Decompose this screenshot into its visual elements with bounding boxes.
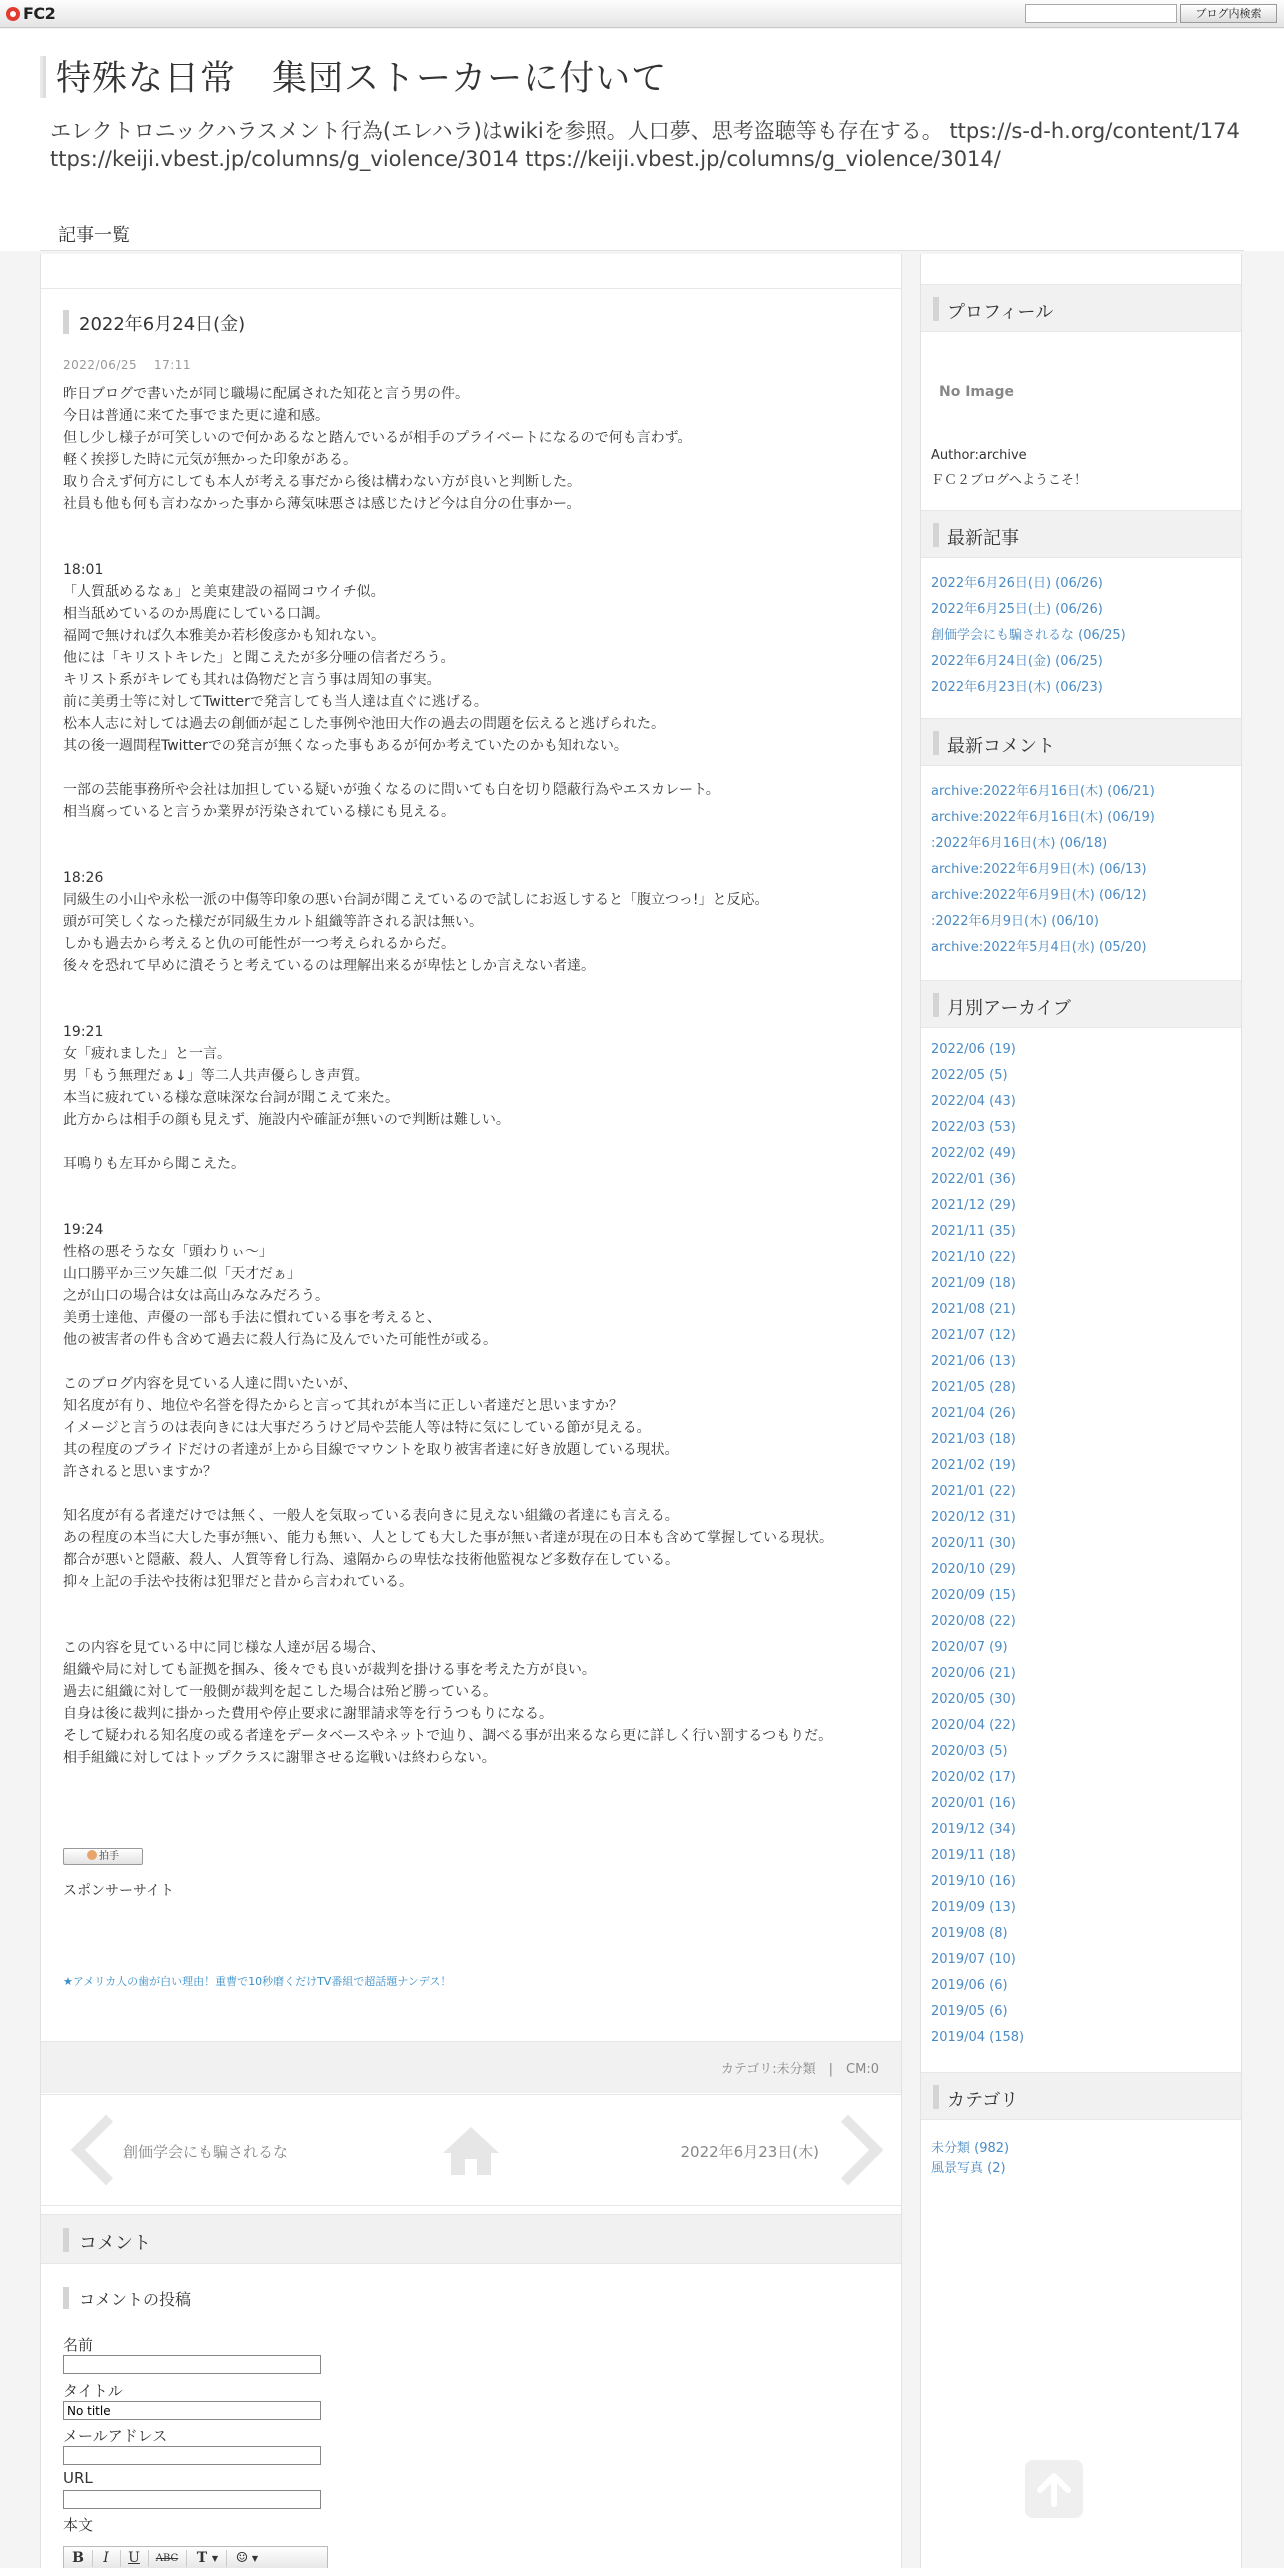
monthly-archive-link[interactable]: 2021/09 (18) <box>931 1276 1016 1291</box>
monthly-archive-link[interactable]: 2020/09 (15) <box>931 1588 1016 1603</box>
comment-title-field[interactable] <box>63 2401 321 2420</box>
entry-paragraph: 19:21 女「疲れました」と一言。 男「もう無理だぁ↓」等二人共声優らしき声質。 本当に疲れている様な意味深な台詞が聞こえて来た。 此方からは相手の顔も見えず、施設内や確証が無いので判断は難しい。 <box>63 1024 510 1128</box>
body-label: 本文 <box>63 2516 94 2534</box>
entry-paragraph: 18:26 同級生の小山や永松一派の中傷等印象の悪い台詞が聞こえているので試しにお返しすると「腹立つっ!」と反応。 頭が可笑しくなった様だが同級生カルト組織等許される訳は無い。 しかも過去から考えると仇の可能性が一つ考えられるからだ。 後々を恐れて早めに潰そうと考えているのは理解出来るが卑怯としか言えない者達。 <box>63 870 769 974</box>
toolbar-separator <box>92 2550 93 2567</box>
font-button[interactable]: T <box>196 2550 208 2566</box>
blog-title[interactable]: 特殊な日常 集団ストーカーに付いて <box>56 59 668 99</box>
monthly-archive-link[interactable]: 2021/06 (13) <box>931 1354 1016 1369</box>
monthly-archive-link[interactable]: 2022/02 (49) <box>931 1146 1016 1161</box>
entry-footer <box>41 2041 901 2093</box>
chevron-down-icon[interactable]: ▼ <box>211 2554 219 2563</box>
monthly-archive-link[interactable]: 2021/07 (12) <box>931 1328 1016 1343</box>
previous-entry-link[interactable]: 創価学会にも騙されるな <box>123 2143 289 2161</box>
toolbar-separator <box>148 2550 149 2567</box>
main-column <box>40 254 902 2568</box>
monthly-archive-link[interactable]: 2021/04 (26) <box>931 1406 1016 1421</box>
monthly-archive-link[interactable]: 2020/11 (30) <box>931 1536 1016 1551</box>
url-field[interactable] <box>63 2490 321 2509</box>
categories-header <box>921 2072 1241 2120</box>
monthly-archive-link[interactable]: 2021/10 (22) <box>931 1250 1016 1265</box>
monthly-archive-link[interactable]: 2019/08 (8) <box>931 1926 1008 1941</box>
recent-entry-link[interactable]: 創価学会にも騙されるな (06/25) <box>931 628 1126 643</box>
monthly-archive-link[interactable]: 2021/05 (28) <box>931 1380 1016 1395</box>
profile-header <box>921 284 1241 332</box>
title-accent-bar <box>40 56 46 98</box>
recent-comments-title: 最新コメント <box>947 736 1055 757</box>
entry-pager <box>41 2094 901 2206</box>
category-link[interactable]: 未分類 (982) <box>931 2141 1010 2156</box>
monthly-archive-link[interactable]: 2020/03 (5) <box>931 1744 1008 1759</box>
comment-editor-toolbar <box>63 2546 328 2568</box>
fc2-logo-icon <box>6 7 20 21</box>
recent-comments-title-bar <box>933 731 939 755</box>
blog-header <box>0 29 1284 251</box>
next-entry-link[interactable]: 2022年6月23日(木) <box>680 2143 819 2161</box>
monthly-archive-link[interactable]: 2019/07 (10) <box>931 1952 1016 1967</box>
toolbar-separator <box>120 2550 121 2567</box>
monthly-archive-link[interactable]: 2020/01 (16) <box>931 1796 1016 1811</box>
italic-button[interactable]: I <box>103 2550 109 2566</box>
recent-comments-header <box>921 718 1241 766</box>
bold-button[interactable]: B <box>72 2550 84 2566</box>
monthly-archive-link[interactable]: 2019/09 (13) <box>931 1900 1016 1915</box>
recent-comment-link[interactable]: archive:2022年6月9日(木) (06/12) <box>931 888 1147 903</box>
monthly-archive-link[interactable]: 2019/06 (6) <box>931 1978 1008 1993</box>
recent-entry-link[interactable]: 2022年6月25日(土) (06/26) <box>931 602 1103 617</box>
form-title-bar <box>63 2287 69 2309</box>
monthly-archive-link[interactable]: 2022/01 (36) <box>931 1172 1016 1187</box>
monthly-archive-link[interactable]: 2022/05 (5) <box>931 1068 1008 1083</box>
monthly-archive-link[interactable]: 2020/06 (21) <box>931 1666 1016 1681</box>
monthly-archive-link[interactable]: 2019/11 (18) <box>931 1848 1016 1863</box>
toolbar-separator <box>186 2550 187 2567</box>
entry-body <box>63 383 883 1769</box>
chevron-right-icon[interactable] <box>813 2115 884 2186</box>
recent-comment-link[interactable]: :2022年6月9日(木) (06/10) <box>931 914 1099 929</box>
recent-comment-link[interactable]: archive:2022年6月9日(木) (06/13) <box>931 862 1147 877</box>
chevron-down-icon[interactable]: ▼ <box>251 2554 259 2563</box>
monthly-archive-link[interactable]: 2022/04 (43) <box>931 1094 1016 1109</box>
entry-paragraph: 知名度が有る者達だけでは無く、一般人を気取っている表向きに見えない組織の者達にも言える。 あの程度の本当に大した事が無い、能力も無い、人としても大した事が無い者達が現在の日本も含めて掌握している現状。 都合が悪いと隠蔽、殺人、人質等脅し行為、遠隔からの卑怯な技術他監視など多数存在している。 抑々上記の手法や技術は犯罪だと昔から言われている。 <box>63 1508 833 1590</box>
monthly-archive-link[interactable]: 2021/08 (21) <box>931 1302 1016 1317</box>
recent-comment-link[interactable]: archive:2022年6月16日(木) (06/19) <box>931 810 1155 825</box>
monthly-archive-link[interactable]: 2020/07 (9) <box>931 1640 1008 1655</box>
sponsor-site-heading: スポンサーサイト <box>63 1883 175 1899</box>
home-icon[interactable] <box>441 2125 501 2177</box>
profile-welcome: ＦＣ２ブログへようこそ！ <box>931 473 1088 488</box>
entry-paragraph: 一部の芸能事務所や会社は加担している疑いが強くなるのに問いても白を切り隠蔽行為やエスカレート。 相当腐っていると言うか業界が汚染されている様にも見える。 <box>63 782 720 820</box>
entry-title[interactable]: 2022年6月24日(金) <box>79 314 246 335</box>
profile-title: プロフィール <box>947 302 1054 323</box>
monthly-archive-link[interactable]: 2020/02 (17) <box>931 1770 1016 1785</box>
back-to-top-button[interactable] <box>1025 2460 1083 2518</box>
monthly-archive-link[interactable]: 2019/10 (16) <box>931 1874 1016 1889</box>
name-field[interactable] <box>63 2355 321 2374</box>
recent-entries-title-bar <box>933 523 939 547</box>
profile-no-image: No Image <box>939 384 1014 400</box>
entry-paragraph: 19:24 性格の悪そうな女「頭わりぃ～」 山口勝平か三ツ矢雄二似「天才だぁ」 之が山口の場合は女は高山みなみだろう。 美勇士達他、声優の一部も手法に慣れている事を考えると、 他の被害者の件も含めて過去に殺人行為に及んでいた可能性が或る。 <box>63 1222 497 1348</box>
url-label: URL <box>63 2469 93 2487</box>
blog-description: エレクトロニックハラスメント行為(エレハラ)はwikiを参照。人口夢、思考盗聴等も存在する。 ttps://s-d-h.org/content/174 ttps://keiji.vbest.jp/columns/g_violence/3014 ttps://keiji.vbest.jp/columns/g_violence/3014/ <box>50 119 1261 171</box>
categories-title: カテゴリ <box>947 2090 1019 2111</box>
strikethrough-button[interactable]: ABC <box>155 2553 179 2564</box>
monthly-archive-title: 月別アーカイブ <box>947 998 1072 1019</box>
name-label: 名前 <box>63 2336 94 2354</box>
entry-title-bar <box>63 310 69 334</box>
header-divider <box>40 250 1244 251</box>
profile-author: Author:archive <box>931 448 1027 463</box>
monthly-archive-link[interactable]: 2022/06 (19) <box>931 1042 1016 1057</box>
recent-entries-header <box>921 510 1241 558</box>
fc2-header-bar <box>0 0 1284 28</box>
recent-entry-link[interactable]: 2022年6月23日(木) (06/23) <box>931 680 1103 695</box>
monthly-archive-title-bar <box>933 993 939 1017</box>
recent-comment-link[interactable]: archive:2022年5月4日(水) (05/20) <box>931 940 1147 955</box>
comment-form-title: コメントの投稿 <box>79 2290 192 2309</box>
fc2-logo[interactable]: FC2 <box>6 4 55 23</box>
comment-title-bar <box>63 2228 69 2252</box>
recent-entry-link[interactable]: 2022年6月24日(金) (06/25) <box>931 654 1103 669</box>
email-field[interactable] <box>63 2446 321 2465</box>
recent-entries-title: 最新記事 <box>947 528 1019 549</box>
monthly-archive-link[interactable]: 2020/04 (22) <box>931 1718 1016 1733</box>
monthly-archive-link[interactable]: 2021/03 (18) <box>931 1432 1016 1447</box>
entry-category-meta[interactable]: カテゴリ:未分類 | CM:0 <box>720 2062 879 2077</box>
entry-paragraph: 昨日ブログで書いたが同じ職場に配属された知花と言う男の件。 今日は普通に来てた事でまた更に違和感。 但し少し様子が可笑しいので何かあるなと踏んでいるが相手のプライベートになるので何も言わず。 軽く挨拶した時に元気が無かった印象がある。 取り合えず何方にしても本人が考える事だから後は構わない方が良いと判断した。 社員も他も何も言わなかった事から薄気味悪さは感じたけど今は自分の仕事かー。 <box>63 386 692 512</box>
monthly-archive-link[interactable]: 2019/05 (6) <box>931 2004 1008 2019</box>
monthly-archive-link[interactable]: 2021/12 (29) <box>931 1198 1016 1213</box>
monthly-archive-link[interactable]: 2021/11 (35) <box>931 1224 1016 1239</box>
sponsor-ad-link[interactable]: ★アメリカ人の歯が白い理由！重曹で10秒磨くだけTV番組で超話題ナンデス！ <box>63 1975 452 1988</box>
monthly-archive-link[interactable]: 2020/10 (29) <box>931 1562 1016 1577</box>
monthly-archive-link[interactable]: 2020/12 (31) <box>931 1510 1016 1525</box>
entry-paragraph: 耳鳴りも左耳から聞こえた。 <box>63 1156 245 1172</box>
toolbar-separator <box>226 2550 227 2567</box>
sidebar <box>920 254 1242 2568</box>
email-label: メールアドレス <box>63 2427 168 2445</box>
monthly-archive-link[interactable]: 2019/04 (158) <box>931 2030 1025 2045</box>
blog-search-input[interactable] <box>1025 4 1177 23</box>
monthly-archive-header <box>921 980 1241 1028</box>
main-divider <box>41 288 901 289</box>
recent-comment-link[interactable]: archive:2022年6月16日(木) (06/21) <box>931 784 1155 799</box>
recent-comment-link[interactable]: :2022年6月16日(木) (06/18) <box>931 836 1108 851</box>
nav-article-list[interactable]: 記事一覧 <box>58 225 130 246</box>
monthly-archive-link[interactable]: 2020/08 (22) <box>931 1614 1016 1629</box>
clap-button[interactable]: 拍手 <box>63 1848 143 1865</box>
emoji-button[interactable]: ☺ <box>235 2550 249 2566</box>
entry-paragraph: 18:01 「人質舐めるなぁ」と美東建設の福岡コウイチ似。 相当舐めているのか馬鹿にしている口調。 福岡で無ければ久本雅美か若杉俊彦かも知れない。 他には「キリストキレた」と聞こえたが多分唖の信者だろう。 キリスト系がキレても其れは偽物だと言う事は周知の事実。 前に美勇士等に対してTwitterで発言しても当人達は直ぐに逃げる。 松本人志に対しては過去の創価が起こした事例や池田大作の過去の問題を伝えると逃げられた。 其の後一週間程Twitterでの発言が無くなった事もあるが何か考えていたのかも知れない。 <box>63 562 665 754</box>
categories-title-bar <box>933 2085 939 2109</box>
blog-search-button[interactable]: ブログ内検索 <box>1180 4 1277 23</box>
monthly-archive-link[interactable]: 2021/01 (22) <box>931 1484 1016 1499</box>
profile-title-bar <box>933 297 939 321</box>
monthly-archive-link[interactable]: 2020/05 (30) <box>931 1692 1016 1707</box>
monthly-archive-link[interactable]: 2019/12 (34) <box>931 1822 1016 1837</box>
entry-paragraph: この内容を見ている中に同じ様な人達が居る場合、 組織や局に対しても証拠を掴み、後々でも良いが裁判を掛ける事を考えた方が良い。 過去に組織に対して一般側が裁判を起こした場合は殆ど勝っている。 自身は後に裁判に掛かった費用や停止要求に謝罪請求等を行うつもりになる。 そして疑われる知名度の或る者達をデータベースやネットで辿り、調べる事が出来るなら更に詳しく行い罰するつもりだ。 相手組織に対してはトップクラスに謝罪させる迄戦いは終わらない。 <box>63 1640 833 1766</box>
comments-header <box>41 2214 901 2264</box>
monthly-archive-link[interactable]: 2021/02 (19) <box>931 1458 1016 1473</box>
entry-paragraph: このブログ内容を見ている人達に問いたいが、 知名度が有り、地位や名誉を得たからと言って其れが本当に正しい者達だと思いますか？ イメージと言うのは表向きには大事だろうけど局や芸能人等は特に気にしている節が見える。 其の程度のプライドだけの者達が上から目線でマウントを取り被害者達に好き放題している現状。 許されると思いますか？ <box>63 1376 679 1480</box>
entry-date: 2022/06/25 17:11 <box>63 358 192 372</box>
underline-button[interactable]: U <box>128 2550 140 2566</box>
recent-entry-link[interactable]: 2022年6月26日(日) (06/26) <box>931 576 1103 591</box>
category-link[interactable]: 風景写真 (2) <box>931 2161 1006 2176</box>
comments-title: コメント <box>79 2233 151 2254</box>
title-label: タイトル <box>63 2382 123 2400</box>
clap-hand-icon <box>87 1850 97 1860</box>
monthly-archive-link[interactable]: 2022/03 (53) <box>931 1120 1016 1135</box>
